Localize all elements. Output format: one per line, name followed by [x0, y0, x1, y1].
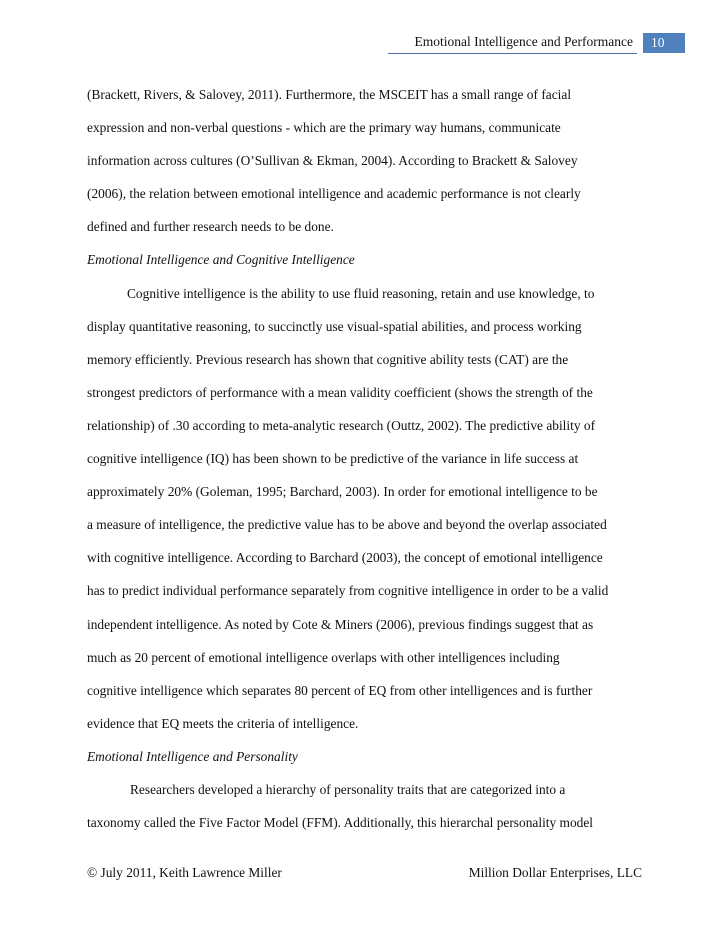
footer-company: Million Dollar Enterprises, LLC [468, 865, 642, 880]
body-line: (Brackett, Rivers, & Salovey, 2011). Furthermore, the MSCEIT has a small range of facial [87, 87, 572, 102]
body-line: evidence that EQ meets the criteria of intelligence. [87, 715, 359, 731]
body-line: with cognitive intelligence. According to Barchard (2003), the concept of emotional intelligence [87, 550, 603, 566]
body-line: independent intelligence. As noted by Cote & Miners (2006), previous findings suggest that as [87, 616, 594, 632]
body-line: display quantitative reasoning, to succinctly use visual-spatial abilities, and process working [87, 318, 582, 334]
body-line: a measure of intelligence, the predictive value has to be above and beyond the overlap associated [87, 517, 607, 533]
body-line: expression and non-verbal questions - which are the primary way humans, communicate [87, 120, 561, 136]
body-line: has to predict individual performance separately from cognitive intelligence in order to be a valid [87, 583, 609, 599]
page-number-badge: 10 [643, 33, 685, 53]
body-line: cognitive intelligence which separates 80 percent of EQ from other intelligences and is further [87, 682, 593, 698]
body-line: strongest predictors of performance with a mean validity coefficient (shows the strength of the [87, 384, 593, 400]
body-line: Cognitive intelligence is the ability to use fluid reasoning, retain and use knowledge, to [127, 285, 595, 301]
footer-copyright: © July 2011, Keith Lawrence Miller [87, 865, 282, 880]
running-head: Emotional Intelligence and Performance [414, 34, 633, 49]
body-line: memory efficiently. Previous research has shown that cognitive ability tests (CAT) are the [87, 351, 569, 367]
section-heading-cognitive: Emotional Intelligence and Cognitive Intelligence [87, 252, 355, 268]
page-header [0, 33, 728, 55]
body-line: cognitive intelligence (IQ) has been shown to be predictive of the variance in life success at [87, 451, 579, 467]
document-body [87, 82, 647, 843]
body-line: taxonomy called the Five Factor Model (FFM). Additionally, this hierarchal personality model [87, 815, 594, 831]
body-line: much as 20 percent of emotional intelligence overlaps with other intelligences including [87, 649, 560, 665]
header-rule [388, 53, 637, 54]
body-line: approximately 20% (Goleman, 1995; Barchard, 2003). In order for emotional intelligence to be [87, 484, 598, 500]
body-line: relationship) of .30 according to meta-analytic research (Outtz, 2002). The predictive ability of [87, 417, 596, 433]
body-line: Researchers developed a hierarchy of personality traits that are categorized into a [130, 781, 566, 797]
body-line: (2006), the relation between emotional intelligence and academic performance is not clearly [87, 186, 581, 202]
body-line: defined and further research needs to be done. [87, 219, 334, 235]
body-line: information across cultures (O’Sullivan & Ekman, 2004). According to Brackett & Salovey [87, 153, 578, 169]
section-heading-personality: Emotional Intelligence and Personality [87, 748, 298, 764]
